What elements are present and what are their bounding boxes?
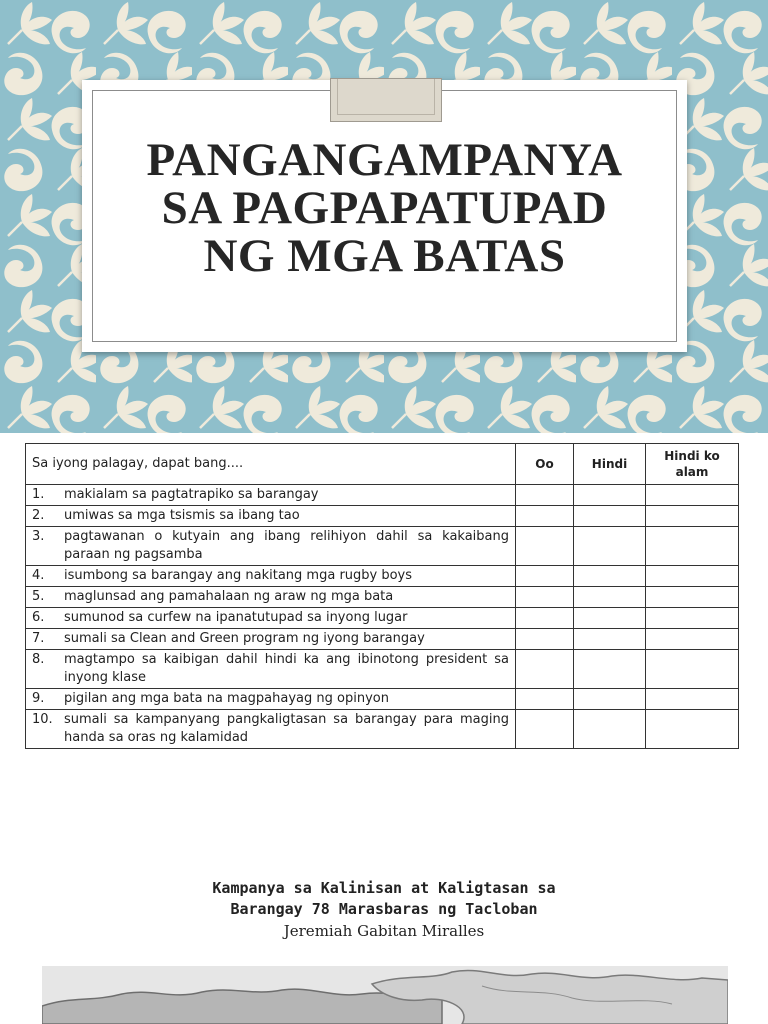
survey-question-header: Sa iyong palagay, dapat bang.... (26, 444, 516, 485)
question-number: 5. (32, 589, 45, 604)
caption-author: Jeremiah Gabitan Miralles (283, 922, 485, 940)
survey-row (26, 566, 739, 587)
question-text: pagtawanan o kutyain ang ibang relihiyon dahil sa kakaibang paraan ng pagsamba (64, 529, 509, 562)
question-number: 8. (32, 652, 45, 667)
answer-cell-hindi[interactable] (574, 710, 646, 749)
survey-row (26, 710, 739, 749)
answer-cell-oo[interactable] (516, 587, 574, 608)
answer-cell-hindi-ko-alam[interactable] (646, 650, 739, 689)
answer-cell-oo[interactable] (516, 629, 574, 650)
answer-cell-hindi[interactable] (574, 608, 646, 629)
question-number: 1. (32, 487, 45, 502)
answer-cell-oo[interactable] (516, 485, 574, 506)
question-number: 4. (32, 568, 45, 583)
answer-cell-hindi-ko-alam[interactable] (646, 506, 739, 527)
question-text: sumunod sa curfew na ipanatutupad sa inyong lugar (64, 610, 408, 625)
answer-cell-hindi-ko-alam[interactable] (646, 527, 739, 566)
title-line-1: PANGANGAMPANYA (146, 134, 623, 186)
survey-row (26, 650, 739, 689)
question-text: umiwas sa mga tsismis sa ibang tao (64, 508, 300, 523)
campaign-caption (0, 878, 768, 942)
question-number: 10. (32, 712, 53, 727)
survey-header-row (26, 444, 739, 485)
answer-cell-oo[interactable] (516, 506, 574, 527)
question-text: sumali sa kampanyang pangkaligtasan sa barangay para maging handa sa oras ng kalamidad (64, 712, 509, 745)
answer-cell-hindi-ko-alam[interactable] (646, 608, 739, 629)
answer-cell-hindi-ko-alam[interactable] (646, 629, 739, 650)
answer-cell-oo[interactable] (516, 527, 574, 566)
title-tab-decoration (330, 78, 442, 122)
survey-row (26, 689, 739, 710)
answer-cell-hindi-ko-alam[interactable] (646, 710, 739, 749)
title-line-2: SA PAGPAPATUPAD (161, 182, 608, 234)
question-number: 6. (32, 610, 45, 625)
question-text: sumali sa Clean and Green program ng iyong barangay (64, 631, 425, 646)
question-text: isumbong sa barangay ang nakitang mga rugby boys (64, 568, 413, 583)
answer-cell-hindi[interactable] (574, 527, 646, 566)
answer-cell-hindi-ko-alam[interactable] (646, 485, 739, 506)
answer-cell-hindi[interactable] (574, 485, 646, 506)
answer-cell-oo[interactable] (516, 650, 574, 689)
survey-row (26, 587, 739, 608)
answer-cell-hindi[interactable] (574, 566, 646, 587)
survey-row (26, 485, 739, 506)
survey-row (26, 506, 739, 527)
answer-cell-hindi[interactable] (574, 506, 646, 527)
answer-cell-hindi-ko-alam[interactable] (646, 689, 739, 710)
question-text: makialam sa pagtatrapiko sa barangay (64, 487, 319, 502)
title-line-3: NG MGA BATAS (203, 230, 566, 282)
answer-cell-hindi[interactable] (574, 629, 646, 650)
question-number: 3. (32, 529, 45, 544)
option-hindi-ko-alam-header: Hindi ko alam (646, 444, 739, 485)
question-number: 2. (32, 508, 45, 523)
answer-cell-oo[interactable] (516, 689, 574, 710)
option-hindi-header: Hindi (574, 444, 646, 485)
answer-cell-hindi-ko-alam[interactable] (646, 587, 739, 608)
answer-cell-oo[interactable] (516, 710, 574, 749)
option-oo-header: Oo (516, 444, 574, 485)
question-text: pigilan ang mga bata na magpahayag ng opinyon (64, 691, 389, 706)
answer-cell-oo[interactable] (516, 608, 574, 629)
question-text: maglunsad ang pamahalaan ng araw ng mga bata (64, 589, 394, 604)
title-card (82, 80, 687, 352)
map-illustration (42, 966, 728, 1024)
answer-cell-hindi[interactable] (574, 650, 646, 689)
caption-line-2: Barangay 78 Marasbaras ng Tacloban (230, 900, 538, 918)
caption-line-1: Kampanya sa Kalinisan at Kaligtasan sa (212, 879, 556, 897)
survey-row (26, 608, 739, 629)
barangay-map-image (42, 966, 728, 1024)
survey-table (25, 443, 739, 749)
title-banner (0, 0, 768, 433)
question-text: magtampo sa kaibigan dahil hindi ka ang ibinotong president sa inyong klase (64, 652, 509, 685)
question-number: 7. (32, 631, 45, 646)
survey-row (26, 527, 739, 566)
question-number: 9. (32, 691, 45, 706)
answer-cell-oo[interactable] (516, 566, 574, 587)
answer-cell-hindi-ko-alam[interactable] (646, 566, 739, 587)
answer-cell-hindi[interactable] (574, 689, 646, 710)
answer-cell-hindi[interactable] (574, 587, 646, 608)
survey-row (26, 629, 739, 650)
page-title (82, 136, 687, 280)
